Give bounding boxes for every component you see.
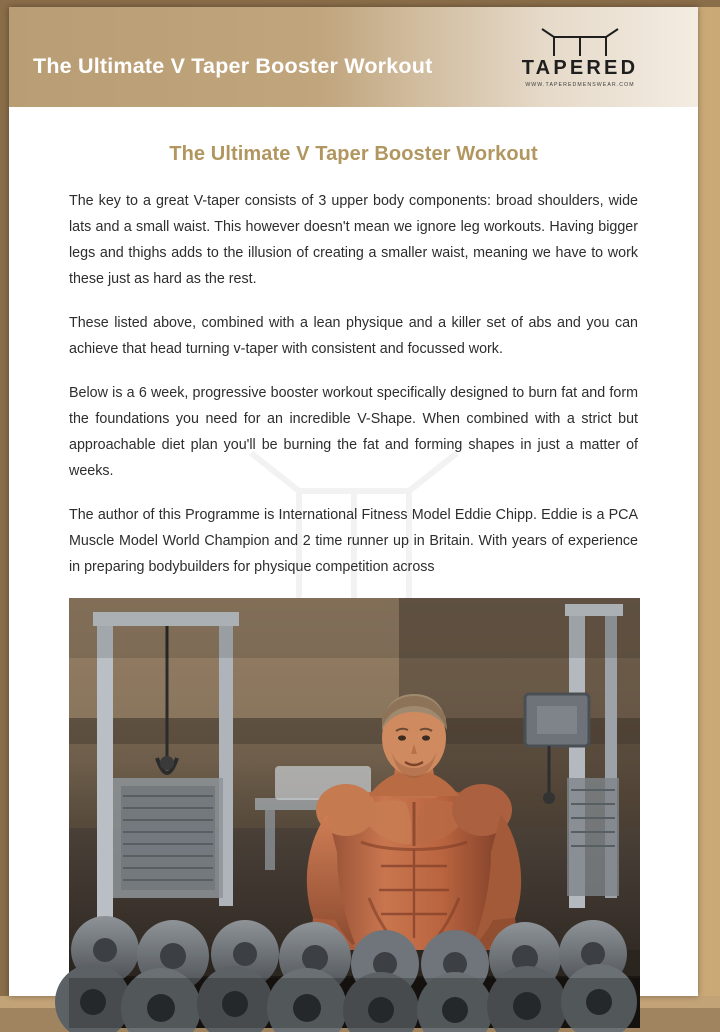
brand-logo (500, 25, 660, 88)
document-content (9, 143, 698, 1028)
document-body (9, 143, 698, 1032)
brand-wordmark: TAPERED (521, 57, 639, 79)
paragraph: The key to a great V-taper consists of 3 upper body components: broad shoulders, wide lats and a small waist. This however doesn't mean we ignore leg workouts. Having bigger legs and thighs adds to the illusion of creating a smaller waist, meaning we have to work these just as hard as the rest. (69, 193, 638, 287)
paragraph: Below is a 6 week, progressive booster workout specifically designed to burn fat and form the foundations you need for an incredible V-Shape. When combined with a strict but approachable diet plan you'll be burning the fat and forming shapes in just a matter of weeks. (69, 385, 638, 479)
document-sheet (9, 7, 698, 996)
header-title: The Ultimate V Taper Booster Workout (33, 54, 433, 78)
page-frame-left (0, 0, 9, 1008)
page-title: The Ultimate V Taper Booster Workout (169, 143, 538, 165)
paragraph: These listed above, combined with a lean physique and a killer set of abs and you can achieve that head turning v-taper with consistent and focussed work. (69, 315, 638, 357)
brand-website: WWW.TAPEREDMENSWEAR.COM (525, 82, 635, 88)
bodybuilder-in-gym-photo (69, 598, 640, 1028)
paragraph: The author of this Programme is International Fitness Model Eddie Chipp. Eddie is a PCA Muscle Model World Champion and 2 time runner up in Britain. With years of experience in preparing bodybuilders for physique competition across (69, 507, 638, 575)
tapered-T-monogram-icon (500, 25, 660, 59)
document-header (9, 7, 698, 107)
page-frame-right (698, 0, 720, 1008)
page-frame-top (0, 0, 720, 7)
